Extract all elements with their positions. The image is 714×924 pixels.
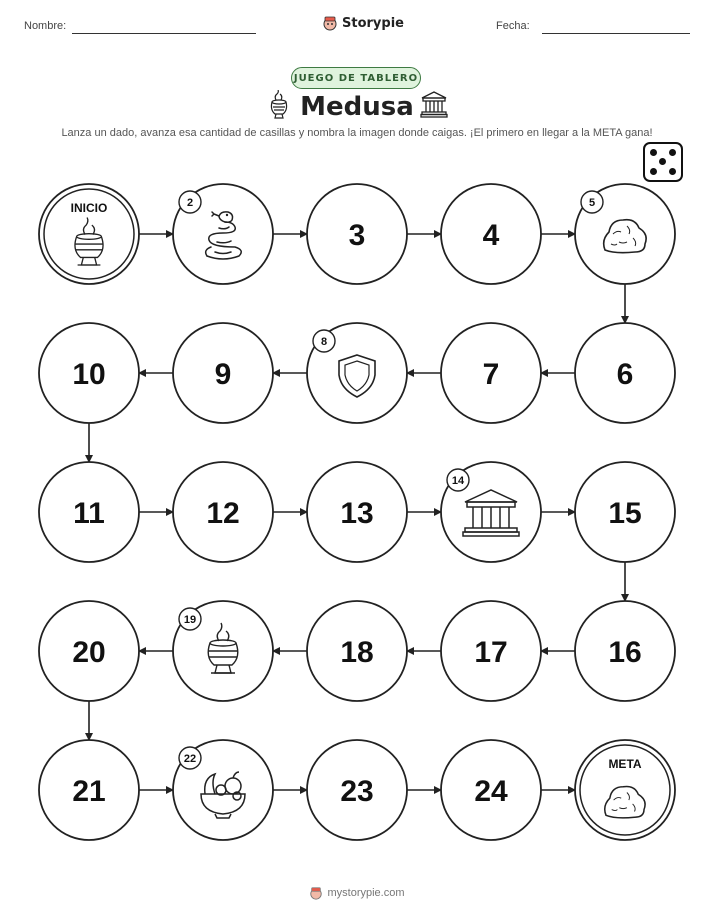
board-cell-1 [39,184,139,284]
board-cell-16 [575,601,675,701]
board-cell-9 [173,323,273,423]
instructions-text: Lanza un dado, avanza esa cantidad de casillas y nombra la imagen donde caigas. ¡El primero en llegar a la META gana! [61,127,653,139]
cell-number: 9 [214,358,232,391]
cell-number-badge: 8 [320,336,328,348]
board-cell-10 [39,323,139,423]
start-label: INICIO [70,201,108,215]
cell-number: 7 [482,358,500,391]
board-cell-11 [39,462,139,562]
name-label: Nombre: [24,20,67,32]
date-label: Fecha: [496,20,530,32]
cell-number: 20 [72,636,106,669]
board-cell-17 [441,601,541,701]
cell-number: 10 [72,358,106,391]
board-cell-25 [575,740,675,840]
page-title: Medusa [300,92,414,122]
footer-url: mystorypie.com [327,887,405,899]
cell-number: 3 [348,219,366,252]
cell-number: 24 [474,775,508,808]
cell-number-badge: 19 [183,614,197,626]
board-cell-3 [307,184,407,284]
cell-number: 18 [340,636,374,669]
cell-number: 12 [206,497,240,530]
board-cell-6 [575,323,675,423]
board-cell-8 [307,323,407,423]
cell-number: 6 [616,358,634,391]
cell-number-badge: 5 [588,197,596,209]
board-cell-21 [39,740,139,840]
cell-number: 15 [608,497,642,530]
board-cell-22 [173,740,273,840]
footer [0,886,714,900]
cell-number-badge: 22 [183,753,197,765]
game-type-badge: JUEGO DE TABLERO [291,67,421,89]
board-cell-24 [441,740,541,840]
mascot-icon [309,886,323,900]
cell-number: 21 [72,775,106,808]
board-cell-18 [307,601,407,701]
board-cell-12 [173,462,273,562]
board-cell-19 [173,601,273,701]
board-cell-15 [575,462,675,562]
board-cell-14 [441,462,541,562]
cell-number: 4 [482,219,500,252]
board-cell-13 [307,462,407,562]
board-cell-7 [441,323,541,423]
finish-label: META [608,757,642,771]
cell-number-badge: 2 [186,197,194,209]
board-cell-5 [575,184,675,284]
cell-number: 17 [474,636,508,669]
board-cell-2 [173,184,273,284]
cell-number: 16 [608,636,642,669]
brand-name: Storypie [342,15,404,31]
cell-number-badge: 14 [451,475,465,487]
board-cell-23 [307,740,407,840]
board-cell-20 [39,601,139,701]
cell-number: 13 [340,497,374,530]
cell-number: 11 [73,497,105,530]
cell-number: 23 [340,775,374,808]
board-cell-4 [441,184,541,284]
